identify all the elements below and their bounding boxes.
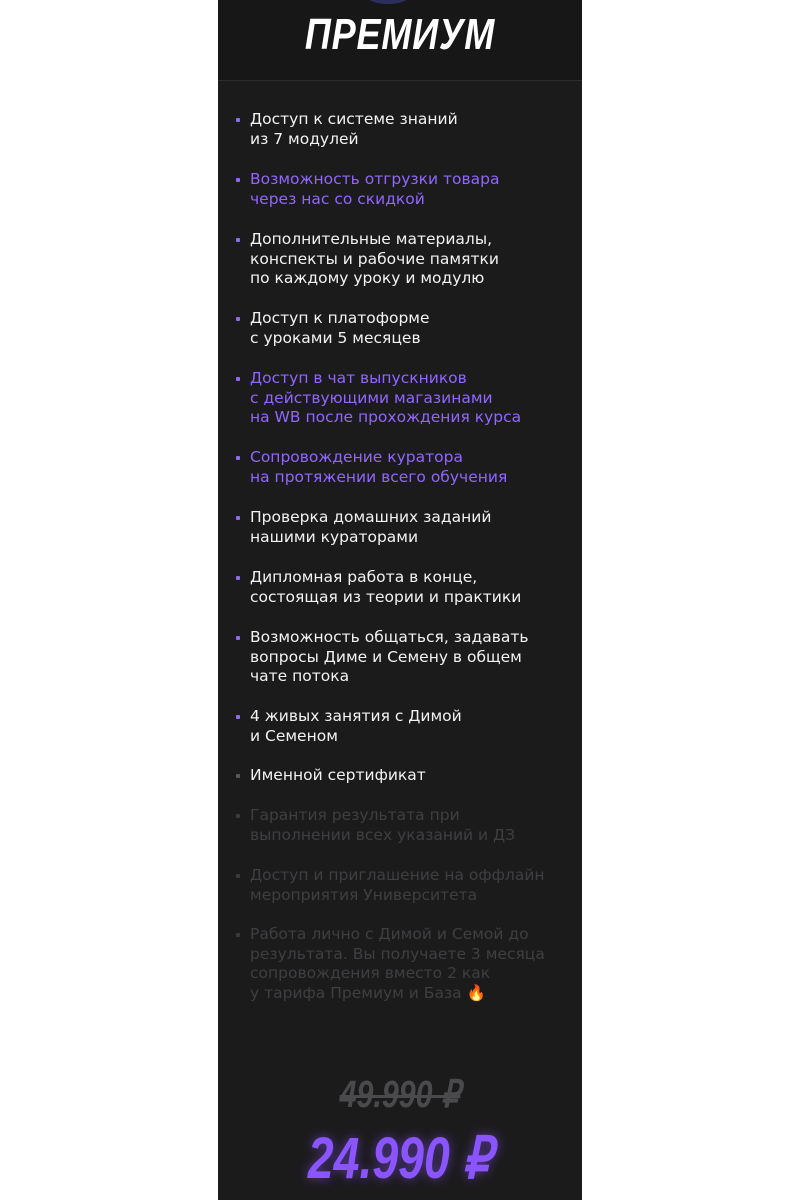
feature-item bbox=[232, 806, 577, 865]
feature-item bbox=[232, 866, 577, 925]
feature-text: Доступ и приглашение на оффлайн мероприятия Университета bbox=[250, 866, 545, 904]
bullet-icon bbox=[236, 317, 240, 321]
header-glow-decoration bbox=[368, 0, 408, 4]
bullet-icon bbox=[236, 516, 240, 520]
bullet-icon bbox=[236, 377, 240, 381]
feature-text: Доступ к платоформе с уроками 5 месяцев bbox=[250, 309, 430, 347]
feature-item bbox=[232, 110, 577, 169]
feature-item bbox=[232, 369, 577, 428]
bullet-icon bbox=[236, 814, 240, 818]
bullet-icon bbox=[236, 933, 240, 937]
bullet-icon bbox=[236, 636, 240, 640]
feature-text: Именной сертификат bbox=[250, 766, 426, 784]
feature-item bbox=[232, 628, 577, 687]
feature-item bbox=[232, 707, 577, 766]
bullet-icon bbox=[236, 238, 240, 242]
feature-item bbox=[232, 230, 577, 289]
old-price: 49.990 ₽ bbox=[339, 1074, 461, 1116]
premium-tariff-card bbox=[218, 0, 582, 1200]
tariff-title: ПРЕМИУМ bbox=[304, 10, 496, 59]
feature-item bbox=[232, 568, 577, 627]
feature-text: Сопровождение куратора на протяжении всего обучения bbox=[250, 448, 508, 486]
feature-text: Возможность общаться, задавать вопросы Диме и Семену в общем чате потока bbox=[250, 628, 529, 685]
feature-text: Возможность отгрузки товара через нас со скидкой bbox=[250, 170, 500, 208]
feature-item bbox=[232, 309, 577, 368]
bullet-icon bbox=[236, 456, 240, 460]
feature-text: Проверка домашних заданий нашими кураторами bbox=[250, 508, 492, 546]
bullet-icon bbox=[236, 874, 240, 878]
feature-item bbox=[232, 448, 577, 507]
feature-text: Доступ в чат выпускников с действующими магазинами на WB после прохождения курса bbox=[250, 369, 522, 426]
current-price: 24.990 ₽ bbox=[307, 1126, 493, 1191]
bullet-icon bbox=[236, 715, 240, 719]
feature-text: Гарантия результата при выполнении всех указаний и ДЗ bbox=[250, 806, 516, 844]
feature-text: Работа лично с Димой и Семой до результата. Вы получаете 3 месяца сопровождения вместо 2 как у тарифа Премиум и База 🔥 bbox=[250, 925, 545, 1002]
bullet-icon bbox=[236, 774, 240, 778]
bullet-icon bbox=[236, 178, 240, 182]
feature-text: Доступ к системе знаний из 7 модулей bbox=[250, 110, 458, 148]
feature-text: Дополнительные материалы, конспекты и рабочие памятки по каждому уроку и модулю bbox=[250, 230, 499, 287]
feature-item bbox=[232, 925, 577, 1002]
card-header bbox=[218, 0, 582, 81]
feature-item bbox=[232, 170, 577, 229]
feature-item bbox=[232, 508, 577, 567]
bullet-icon bbox=[236, 118, 240, 122]
feature-text: 4 живых занятия с Димой и Семеном bbox=[250, 707, 462, 745]
bullet-icon bbox=[236, 576, 240, 580]
feature-text: Дипломная работа в конце, состоящая из теории и практики bbox=[250, 568, 522, 606]
